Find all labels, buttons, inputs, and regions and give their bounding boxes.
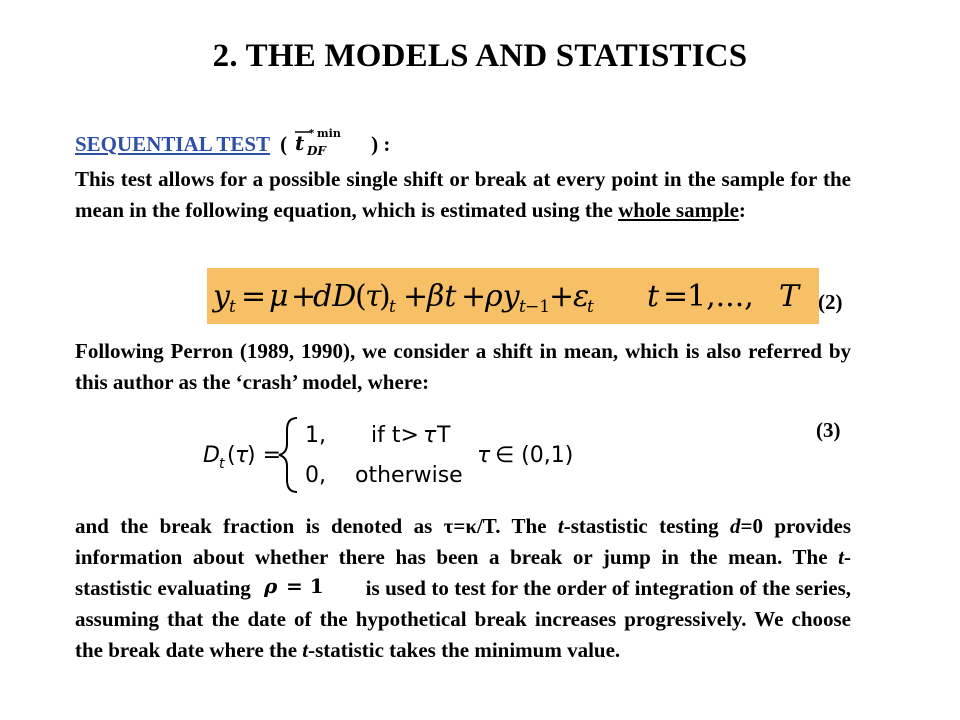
svg-text:+: + <box>403 279 429 314</box>
equation-2-formula <box>207 268 819 324</box>
svg-text:*: * <box>309 128 315 139</box>
svg-text:ρy: ρy <box>485 279 520 314</box>
close-paren: ) : <box>371 131 391 156</box>
p3-text-5: -stastistic evaluating <box>75 545 851 600</box>
sequential-test-link[interactable]: SEQUENTIAL TEST <box>75 131 271 156</box>
p3-text-3: -stastistic testing <box>563 514 731 538</box>
svg-text:t: t <box>295 131 305 155</box>
svg-text:−1: −1 <box>525 297 551 317</box>
svg-text:τ: τ <box>423 423 437 448</box>
svg-text:βt: βt <box>427 279 457 314</box>
svg-text:DF: DF <box>307 144 327 156</box>
svg-text:μ: μ <box>269 279 289 314</box>
svg-text:=: = <box>241 279 267 314</box>
d-italic: d <box>730 514 741 538</box>
equation-3-number: (3) <box>816 418 841 442</box>
open-paren: ( <box>280 131 288 156</box>
p3-text-2: . The <box>495 514 558 538</box>
paragraph-whole-sample <box>75 164 851 226</box>
equation-2-number: (2) <box>818 290 843 314</box>
svg-text:ρ: ρ <box>264 574 278 598</box>
svg-text:t: t <box>519 297 526 317</box>
rho-equals-one-formula <box>256 573 360 599</box>
svg-text:+: + <box>549 279 575 314</box>
whole-sample-underlined: whole sample <box>618 198 739 222</box>
svg-text:τ: τ <box>365 279 382 314</box>
paragraph-perron: Following Perron (1989, 1990), we consider a shift in mean, which is also referred by this author as the ‘crash’ model, where: <box>75 339 851 394</box>
svg-text:dD: dD <box>313 279 357 314</box>
sequential-test-heading <box>75 126 390 162</box>
svg-text:T: T <box>779 279 800 314</box>
svg-text:t: t <box>587 297 594 317</box>
svg-text:1,: 1, <box>305 423 326 448</box>
svg-text:y: y <box>213 279 230 314</box>
svg-text:ε: ε <box>573 279 590 314</box>
svg-text:0,: 0, <box>305 463 326 488</box>
svg-text:+: + <box>291 279 317 314</box>
paragraph1-colon: : <box>738 198 746 222</box>
svg-text:): ) <box>379 279 391 314</box>
tau-kappa-expression: τ=κ/T <box>443 514 496 538</box>
t-italic: t <box>302 638 309 662</box>
p3-text-6: is used to test for the order of integration of the series, assuming that the date of the hypothetical break increases progressively. We choose the break date where the <box>75 576 851 662</box>
svg-text:if t>: if t> <box>371 423 419 448</box>
svg-text:t: t <box>229 297 236 317</box>
svg-text:=: = <box>663 279 689 314</box>
svg-text:τ: τ <box>477 443 491 468</box>
svg-text:1,...,: 1,..., <box>687 279 754 314</box>
svg-text:t: t <box>389 297 396 317</box>
paragraph1-text: This test allows for a possible single shift or break at every point in the sample for the mean in the following equation, which is estimated using the <box>75 167 851 222</box>
svg-text:(: ( <box>227 443 236 468</box>
svg-text:= 1: = 1 <box>286 574 324 598</box>
svg-text:otherwise: otherwise <box>355 463 463 488</box>
equation-3-formula <box>201 410 581 501</box>
page-title: 2. THE MODELS AND STATISTICS <box>212 38 748 74</box>
p3-text-4: =0 provides information about whether there has been a break or jump in the mean. The <box>75 514 851 569</box>
p3-text-1: and the break fraction is denoted as <box>75 514 444 538</box>
paragraph-break-fraction <box>75 511 851 666</box>
svg-text:∈ (0,1): ∈ (0,1) <box>495 443 574 468</box>
svg-text:t: t <box>219 456 225 472</box>
svg-text:) =: ) = <box>247 443 282 468</box>
t-min-df-formula-image <box>293 126 365 162</box>
svg-text:T: T <box>437 423 451 448</box>
svg-text:min: min <box>317 127 341 140</box>
t-italic: t <box>838 545 844 569</box>
t-italic: t <box>557 514 564 538</box>
svg-text:(: ( <box>355 279 367 314</box>
equation-2-highlight <box>207 268 819 324</box>
p3-text-7: -statistic takes the minimum value. <box>308 638 621 662</box>
svg-text:t: t <box>647 279 660 314</box>
svg-text:τ: τ <box>235 443 249 468</box>
svg-text:D: D <box>203 443 220 468</box>
svg-text:+: + <box>461 279 487 314</box>
